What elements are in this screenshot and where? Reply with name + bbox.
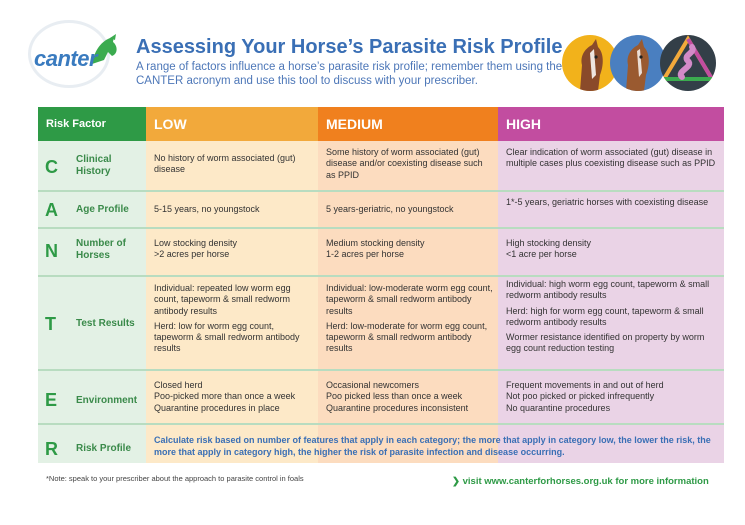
cell-medium: Individual: low-moderate worm egg count, tapeworm & small redworm antibody results Herd: low-moderate for worm egg count, tapeworm & small redworm antibody results — [326, 283, 493, 354]
cell-low: Individual: repeated low worm egg count, tapeworm & small redworm antibody results Herd: low for worm egg count, tapeworm & small redworm antibody results — [154, 283, 300, 354]
cell-medium: 5 years-geriatric, no youngstock — [326, 204, 454, 214]
header-low: LOW — [146, 107, 318, 141]
header-risk-factor: Risk Factor — [38, 107, 146, 141]
row-letter: N — [45, 241, 58, 261]
row-letter: R — [45, 439, 58, 459]
header-high: HIGH — [498, 107, 724, 141]
row-factor-label: Clinical History — [76, 154, 112, 177]
row-letter: C — [45, 157, 58, 177]
logo-wordmark: canter — [34, 46, 98, 71]
row-divider — [38, 190, 724, 192]
row-factor-label: Environment — [76, 395, 138, 406]
website-link-text: visit www.canterforhorses.org.uk for more information — [462, 476, 709, 487]
website-link[interactable] — [452, 476, 709, 487]
cell-low: Low stocking density >2 acres per horse — [154, 238, 238, 260]
row-letter: A — [45, 200, 58, 220]
risk-table — [38, 107, 724, 463]
risk-badges — [562, 35, 718, 95]
cell-low: Closed herd Poo-picked more than once a week Quarantine procedures in place — [154, 380, 296, 413]
row-divider — [38, 227, 724, 229]
page-title: Assessing Your Horse’s Parasite Risk Profile — [136, 36, 563, 58]
row-letter: E — [45, 390, 58, 410]
footnote: *Note: speak to your prescriber about the approach to parasite control in foals — [46, 474, 304, 483]
cell-low: 5-15 years, no youngstock — [154, 204, 260, 214]
risk-summary: Calculate risk based on number of features that apply in each category; the more that apply in category low, the lower the risk, the more that apply in category high, the higher the risk of parasite infection and disease occurring. — [154, 435, 711, 457]
row-divider — [38, 369, 724, 371]
row-factor-label: Number of Horses — [76, 238, 126, 261]
cell-high: 1*-5 years, geriatric horses with coexisting disease — [506, 197, 709, 207]
header-medium: MEDIUM — [318, 107, 498, 141]
cell-medium: Some history of worm associated (gut) disease and/or coexisting disease such as PPID — [326, 147, 483, 180]
row-letter: T — [45, 314, 56, 334]
page-subtitle: A range of factors influence a horse’s parasite risk profile; remember them using the CANTER acronym and use this tool to discuss with your prescriber. — [136, 61, 563, 87]
header — [0, 0, 745, 100]
row-divider — [38, 275, 724, 277]
row-factor-label: Age Profile — [76, 204, 129, 215]
horse-head-icon — [610, 35, 666, 91]
row-divider — [38, 423, 724, 425]
chevron-right-icon: ❯ — [452, 476, 463, 487]
canter-logo — [28, 20, 123, 92]
row-factor-label: Test Results — [76, 318, 135, 329]
row-factor-label: Risk Profile — [76, 443, 132, 454]
cell-medium: Medium stocking density 1-2 acres per horse — [326, 238, 425, 260]
cell-low: No history of worm associated (gut) disease — [154, 153, 296, 175]
cell-high: Clear indication of worm associated (gut) disease in multiple cases plus coexisting disease such as PPID — [506, 147, 716, 169]
cell-high: Individual: high worm egg count, tapeworm & small redworm antibody results Herd: high for worm egg count, tapeworm & small redworm antibody results Wormer resistance identified on property by worm egg count reduction testing — [506, 279, 710, 354]
cell-high: High stocking density <1 acre per horse — [506, 238, 592, 260]
cell-medium: Occasional newcomers Poo picked less than once a week Quarantine procedures inconsistent — [326, 380, 469, 413]
worm-icon — [660, 35, 716, 91]
cell-high: Frequent movements in and out of herd Not poo picked or picked infrequently No quarantine procedures — [506, 380, 664, 413]
